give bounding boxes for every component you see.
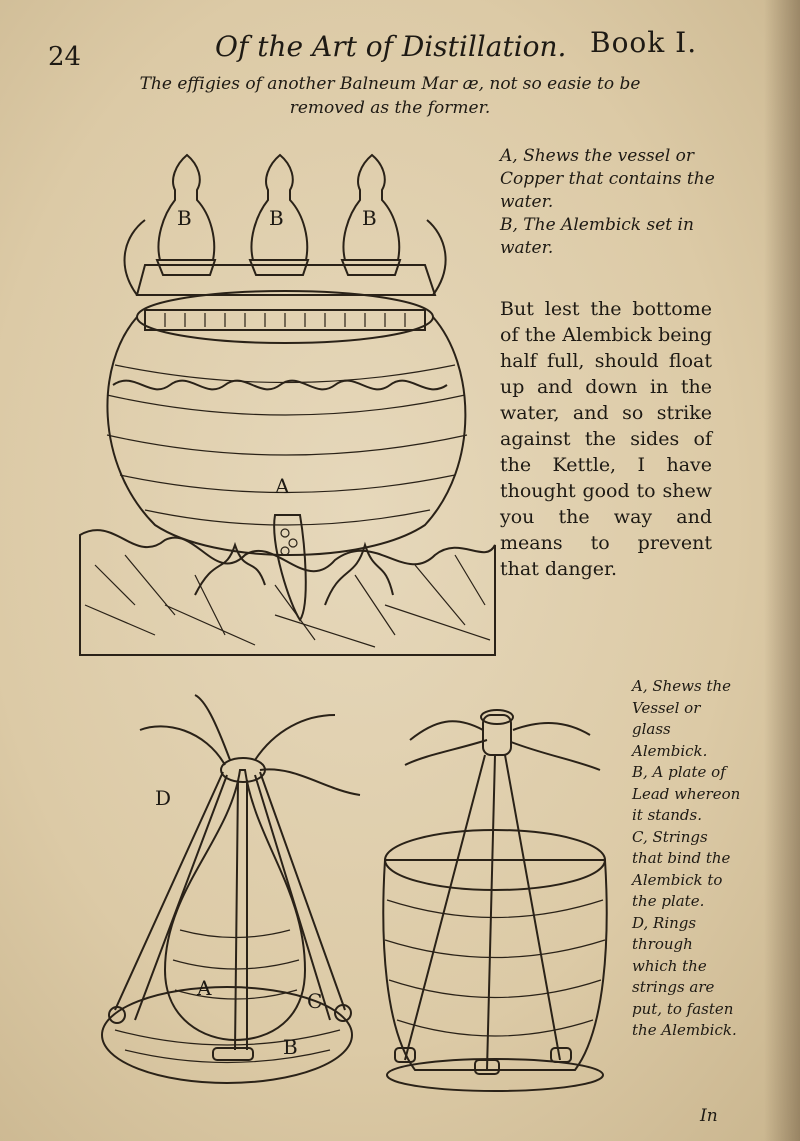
top-figure-label-b3: B bbox=[362, 206, 377, 230]
bottom-figure-key bbox=[632, 676, 742, 1042]
vessel-with-strings-woodcut bbox=[375, 700, 620, 1100]
figure-caption: The effigies of another Balneum Mar æ, not so easie to be removed as the former. bbox=[139, 74, 641, 118]
page-gutter-shadow bbox=[764, 0, 800, 1141]
bottom-figure-label-a: A bbox=[197, 976, 212, 1000]
bottom-figure-label-c: C bbox=[307, 989, 323, 1013]
bottom-figure-label-d: D bbox=[155, 786, 172, 810]
key-item-c: C, Strings that bind the Alembick to the plate. bbox=[632, 827, 731, 910]
catchword: In bbox=[700, 1106, 718, 1126]
copper-kettle bbox=[107, 291, 467, 620]
top-figure-label-a: A bbox=[275, 474, 290, 498]
key-item-b: B, A plate of Lead whereon it stands. bbox=[632, 763, 741, 824]
key-item-b: B, The Alembick set in water. bbox=[500, 215, 694, 258]
top-figure-key bbox=[500, 145, 715, 260]
key-item-a: A, Shews the vessel or Copper that contains the water. bbox=[500, 146, 715, 212]
balneum-woodcut-illustration bbox=[75, 135, 500, 660]
body-paragraph: But lest the bottome of the Alembick being half full, should float up and down in the water, and so strike against the sides of the Kettle, I have thought good to shew you the way and means to prevent that danger. bbox=[500, 298, 712, 580]
top-figure-label-b2: B bbox=[269, 206, 284, 230]
book-label: Book I. bbox=[590, 26, 698, 59]
top-figure-label-b1: B bbox=[177, 206, 192, 230]
key-item-d: D, Rings through which the strings are put, to fasten the Alembick. bbox=[632, 913, 737, 1039]
bottom-figure-label-b: B bbox=[283, 1035, 298, 1059]
key-item-a: A, Shews the Vessel or glass Alembick. bbox=[632, 677, 732, 760]
running-head: Of the Art of Distillation. bbox=[215, 30, 567, 63]
page-number: 24 bbox=[48, 42, 82, 72]
alembick-on-plate-woodcut bbox=[95, 690, 375, 1100]
